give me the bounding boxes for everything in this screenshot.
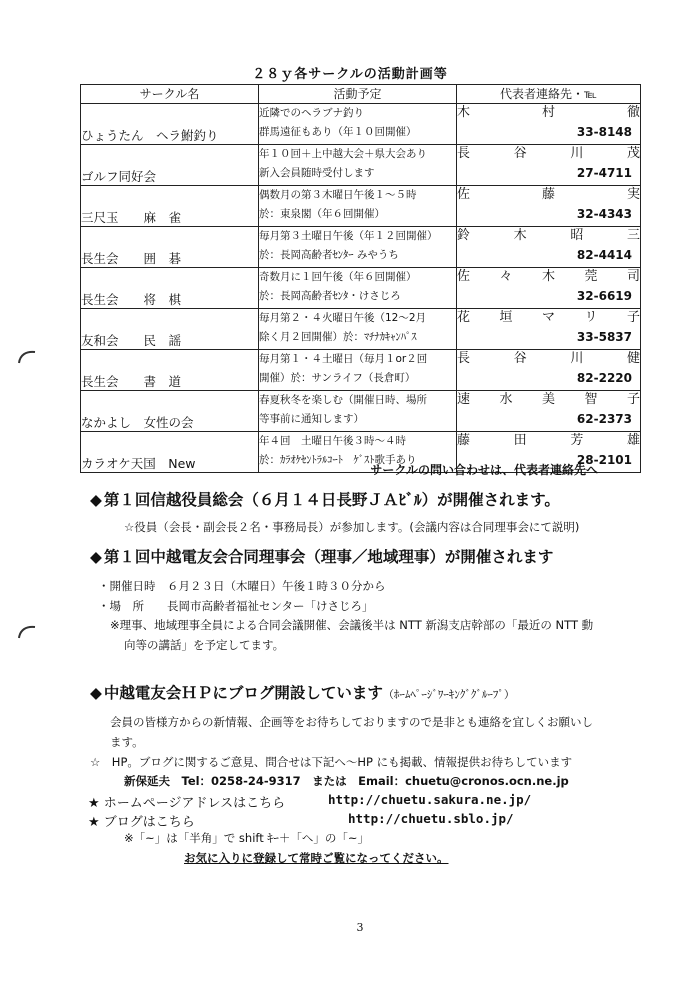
activity-cell	[259, 268, 457, 309]
representative-phone: 32-6619	[576, 289, 632, 303]
table-row	[81, 268, 641, 309]
section2-note-line1: ※理事、地域理事全員による合同会議開催、会議後半は NTT 新潟支店幹部の「最近の NTT 動	[110, 618, 594, 632]
blog-label: ★ ブログはこちら	[88, 815, 195, 830]
circle-name-cell: 友和会 民 謡	[81, 309, 259, 350]
representative-name	[457, 268, 640, 286]
representative-cell	[457, 350, 641, 391]
activity-line: 毎月第２・４火曜日午後（12～2月	[259, 312, 427, 324]
representative-cell	[457, 391, 641, 432]
representative-cell	[457, 309, 641, 350]
representative-cell	[457, 145, 641, 186]
representative-name-char: 雄	[626, 433, 640, 448]
activity-cell	[259, 227, 457, 268]
representative-name-char: 谷	[513, 146, 527, 161]
representative-name-char: 徹	[626, 105, 640, 120]
representative-name	[457, 186, 640, 204]
representative-name-char: 芳	[570, 433, 584, 448]
representative-name-char: 谷	[513, 351, 527, 366]
header-circle-name: サークル名	[81, 85, 259, 104]
representative-name-char: 茂	[626, 146, 640, 161]
circle-name-cell: ひょうたん ヘラ鮒釣り	[81, 104, 259, 145]
activity-cell	[259, 350, 457, 391]
activity-line: 春夏秋冬を楽しむ（開催日時、場所	[259, 394, 427, 406]
circle-name-cell: なかよし 女性の会	[81, 391, 259, 432]
inquiry-note: サークルの問い合わせは、代表者連絡先へ	[370, 463, 598, 477]
activity-line: 年４回 土曜日午後３時～４時	[259, 435, 406, 447]
representative-name-char: 子	[626, 310, 640, 325]
representative-name-char: 三	[626, 228, 640, 243]
header-representative: 代表者連絡先・℡	[457, 85, 641, 104]
activity-line: 於：長岡高齢者ｾﾝﾀ・けさじろ	[259, 290, 401, 302]
activity-cell	[259, 145, 457, 186]
activity-line: 偶数月の第３木曜日午後１～５時	[259, 189, 417, 201]
representative-name-char: 藤	[457, 433, 471, 448]
section3-heading-suffix: （ﾎｰﾑﾍﾟｰｼﾞﾜｰｷﾝｸﾞｸﾞﾙｰﾌﾟ）	[382, 688, 515, 701]
table-row	[81, 350, 641, 391]
circle-name-cell: 長生会 将 棋	[81, 268, 259, 309]
table-row	[81, 145, 641, 186]
activity-cell	[259, 391, 457, 432]
representative-name-char: 木	[513, 228, 527, 243]
representative-name	[457, 350, 640, 368]
activity-line: 近隣でのヘラブナ釣り	[259, 107, 364, 119]
homepage-url-link[interactable]: http://chuetu.sakura.ne.jp/	[328, 792, 532, 807]
representative-name-char: 川	[570, 351, 584, 366]
representative-phone: 28-2101	[576, 453, 632, 467]
representative-phone: 27-4711	[576, 166, 632, 180]
tilde-note: ※「~」は「半角」で shift ｷｰ＋「へ」の「~」	[124, 831, 370, 845]
circle-name-cell: 長生会 書 道	[81, 350, 259, 391]
representative-phone: 33-8148	[576, 125, 632, 139]
representative-name-char: 鈴	[457, 228, 471, 243]
representative-name-char: 木	[457, 105, 471, 120]
representative-name-char: 垣	[499, 310, 513, 325]
representative-phone: 33-5837	[576, 330, 632, 344]
representative-phone: 62-2373	[576, 412, 632, 426]
activity-line: 除く月２回開催）於：ﾏﾁﾅｶｷｬﾝﾊﾟｽ	[259, 331, 417, 343]
blog-url-link[interactable]: http://chuetu.sblo.jp/	[348, 811, 514, 826]
representative-name-char: 美	[541, 392, 555, 407]
section3-contact-line: 新保延夫 Tel：0258-24-9317 または Email：chuetu@cronos.ocn.ne.jp	[124, 774, 569, 788]
representative-name-char: 田	[513, 433, 527, 448]
activity-cell	[259, 309, 457, 350]
representative-name-char: 木	[541, 269, 555, 284]
section3-heading-text: 中越電友会ＨＰにブログ開設しています	[103, 684, 383, 702]
page-number: 3	[356, 921, 364, 934]
representative-name	[457, 145, 640, 163]
representative-phone: 82-2220	[576, 371, 632, 385]
activity-cell	[259, 104, 457, 145]
section2-note-line2: 向等の講話」を予定してます。	[124, 638, 285, 652]
circle-name-cell: 三尺玉 麻 雀	[81, 186, 259, 227]
activity-line: 群馬遠征もあり（年１０回開催）	[259, 126, 417, 138]
representative-name-char: 々	[499, 269, 513, 284]
representative-name-char: 健	[626, 351, 640, 366]
circle-name-cell: ゴルフ同好会	[81, 145, 259, 186]
representative-name-char: 村	[541, 105, 555, 120]
representative-name-char: 川	[570, 146, 584, 161]
diamond-bullet-icon: ◆	[90, 684, 102, 702]
representative-name-char: 司	[626, 269, 640, 284]
favorite-note: お気に入りに登録して常時ご覧になってください。	[184, 851, 449, 865]
activity-line: 等事前に通知します）	[259, 413, 364, 425]
representative-name-char: 莞	[584, 269, 598, 284]
representative-name	[457, 227, 640, 245]
representative-cell	[457, 268, 641, 309]
punch-hole-mark-icon	[16, 622, 38, 640]
activity-line: 奇数月に１回午後（年６回開催）	[259, 271, 417, 283]
representative-name-char: 昭	[570, 228, 584, 243]
section3-heading	[90, 681, 515, 703]
activity-line: 毎月第１・４土曜日（毎月１or２回	[259, 353, 428, 365]
diamond-bullet-icon: ◆	[90, 548, 102, 566]
page-title: ２８ｙ各サークルの活動計画等	[252, 67, 448, 82]
punch-hole-mark-icon	[16, 347, 38, 365]
representative-name	[457, 432, 640, 450]
section2-heading-text: 第１回中越電友会合同理事会（理事／地域理事）が開催されます	[103, 548, 554, 566]
section2-place-line: ・場 所 長岡市高齢者福祉センター「けさじろ」	[98, 599, 374, 613]
representative-name-char: 藤	[541, 187, 555, 202]
representative-name-char: 智	[584, 392, 598, 407]
header-activity: 活動予定	[259, 85, 457, 104]
table-row	[81, 391, 641, 432]
activity-line: 於：ｶﾗｵｹｾﾝﾄﾗﾙｺｰﾄ ｹﾞｽﾄ歌手あり	[259, 454, 417, 466]
representative-name	[457, 104, 640, 122]
homepage-label: ★ ホームページアドレスはこちら	[88, 796, 286, 811]
representative-name-char: 実	[626, 187, 640, 202]
activity-line: 毎月第３土曜日午後（年１２回開催）	[259, 230, 438, 242]
representative-cell	[457, 227, 641, 268]
activity-line: 於：東泉閣（年６回開催）	[259, 208, 385, 220]
activity-cell	[259, 186, 457, 227]
table-row	[81, 309, 641, 350]
representative-name-char: リ	[584, 310, 598, 325]
representative-name-char: 佐	[457, 187, 471, 202]
representative-name-char: マ	[541, 310, 555, 325]
table-row	[81, 104, 641, 145]
table-row	[81, 186, 641, 227]
activity-line: 新入会員随時受付します	[259, 167, 375, 179]
section3-star-line: ☆ HP。ブログに関するご意見、問合せは下記へ～HP にも掲載、情報提供お待ちしています	[90, 755, 573, 769]
section1-heading	[90, 488, 560, 510]
table-row	[81, 227, 641, 268]
section3-body-line1: 会員の皆様方からの新情報、企画等をお待ちしておりますので是非とも連絡を宜しくお願いし	[110, 715, 593, 729]
representative-phone: 82-4414	[576, 248, 632, 262]
representative-name	[457, 309, 640, 327]
representative-name-char: 長	[457, 146, 471, 161]
activity-line: 年１０回＋上中越大会＋県大会あり	[259, 148, 427, 160]
representative-name-char: 長	[457, 351, 471, 366]
representative-name	[457, 391, 640, 409]
circle-name-cell: 長生会 囲 碁	[81, 227, 259, 268]
section1-heading-text: 第１回信越役員総会（６月１４日長野ＪＡﾋﾞﾙ）が開催されます。	[103, 491, 560, 509]
representative-phone: 32-4343	[576, 207, 632, 221]
activity-line: 開催）於：サンライフ（長倉町）	[259, 372, 416, 384]
section3-body-line2: ます。	[110, 735, 144, 749]
section1-body: ☆役員（会長・副会長２名・事務局長）が参加します。(会議内容は合同理事会にて説明)	[124, 520, 580, 534]
diamond-bullet-icon: ◆	[90, 491, 102, 509]
representative-cell	[457, 186, 641, 227]
circle-name-cell: カラオケ天国 New	[81, 432, 259, 473]
section2-heading	[90, 545, 553, 567]
representative-name-char: 子	[626, 392, 640, 407]
representative-name-char: 花	[457, 310, 471, 325]
representative-cell	[457, 104, 641, 145]
table-header-row	[81, 85, 641, 104]
representative-name-char: 佐	[457, 269, 471, 284]
representative-name-char: 速	[457, 392, 471, 407]
activity-line: 於：長岡高齢者ｾﾝﾀｰ みやうち	[259, 249, 399, 261]
section2-date-line: ・開催日時 ６月２３日（木曜日）午後１時３０分から	[98, 579, 386, 593]
representative-name-char: 水	[499, 392, 513, 407]
circle-activity-table	[80, 84, 641, 473]
